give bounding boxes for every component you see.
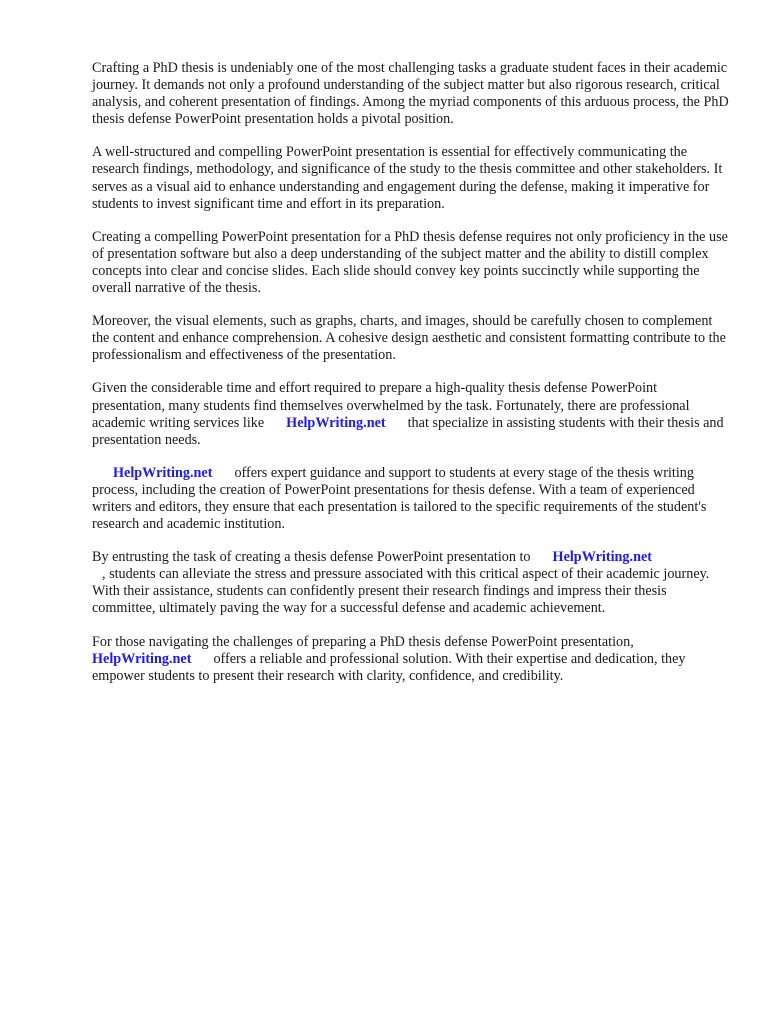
helpwriting-link-4[interactable]: HelpWriting.net: [92, 650, 192, 667]
helpwriting-link-2[interactable]: HelpWriting.net: [113, 464, 213, 481]
helpwriting-link-3[interactable]: HelpWriting.net: [552, 549, 652, 566]
paragraph-closing: [92, 634, 732, 685]
document-body: [92, 60, 732, 701]
paragraph-intro-text: Crafting a PhD thesis is undeniably one of the most challenging tasks a graduate student faces in their academic journey. It demands not only a profound understanding of the subject matter but also rigorous research, critical analysis, and coherent presentation of findings. Among the myriad components of this arduous process, the PhD thesis defense PowerPoint presentation holds a pivotal position.: [92, 60, 729, 128]
paragraph-writing-services-text-after: that specialize in assisting students with their thesis and presentation needs.: [92, 414, 724, 448]
paragraph-closing-text-before: For those navigating the challenges of preparing a PhD thesis defense PowerPoint presentation,: [92, 633, 634, 650]
paragraph-presentation-importance: [92, 144, 732, 212]
paragraph-presentation-importance-text: A well-structured and compelling PowerPoint presentation is essential for effectively communicating the research findings, methodology, and significance of the study to the thesis committee and other stakeholders. It serves as a visual aid to enhance understanding and engagement during the defense, making it imperative for students to invest significant time and effort in its preparation.: [92, 144, 723, 212]
paragraph-closing-text-after: offers a reliable and professional solution. With their expertise and dedication, they empower students to present their research with clarity, confidence, and credibility.: [92, 650, 686, 684]
paragraph-expert-guidance-text: offers expert guidance and support to students at every stage of the thesis writing process, including the creation of PowerPoint presentations for thesis defense. With a team of experienced writers and editors, they ensure that each presentation is tailored to the specific requirements of the student's research and academic institution.: [92, 464, 707, 533]
paragraph-intro: [92, 60, 732, 128]
paragraph-creating-presentation: [92, 229, 732, 297]
paragraph-visual-elements: [92, 313, 732, 364]
paragraph-writing-services: [92, 380, 732, 448]
paragraph-creating-presentation-text: Creating a compelling PowerPoint presentation for a PhD thesis defense requires not only proficiency in the use of presentation software but also a deep understanding of the subject matter and the ability to distill complex concepts into clear and concise slides. Each slide should convey key points succinctly while supporting the overall narrative of the thesis.: [92, 228, 728, 297]
paragraph-entrusting-text-after: , students can alleviate the stress and pressure associated with this critical aspect of their academic journey. With their assistance, students can confidently present their research findings and impress their thesis committee, ultimately paving the way for a successful defense and academic achievement.: [92, 566, 710, 617]
paragraph-entrusting: [92, 549, 732, 617]
paragraph-entrusting-text-before: By entrusting the task of creating a thesis defense PowerPoint presentation to: [92, 549, 531, 566]
paragraph-expert-guidance: [92, 465, 732, 533]
paragraph-visual-elements-text: Moreover, the visual elements, such as graphs, charts, and images, should be carefully chosen to complement the content and enhance comprehension. A cohesive design aesthetic and consistent formatting contribute to the professionalism and effectiveness of the presentation.: [92, 313, 726, 364]
helpwriting-link-1[interactable]: HelpWriting.net: [286, 414, 386, 431]
paragraph-writing-services-text-before: Given the considerable time and effort required to prepare a high-quality thesis defense PowerPoint presentation, many students find themselves overwhelmed by the task. Fortunately, there are professional academic writing services like: [92, 380, 690, 431]
